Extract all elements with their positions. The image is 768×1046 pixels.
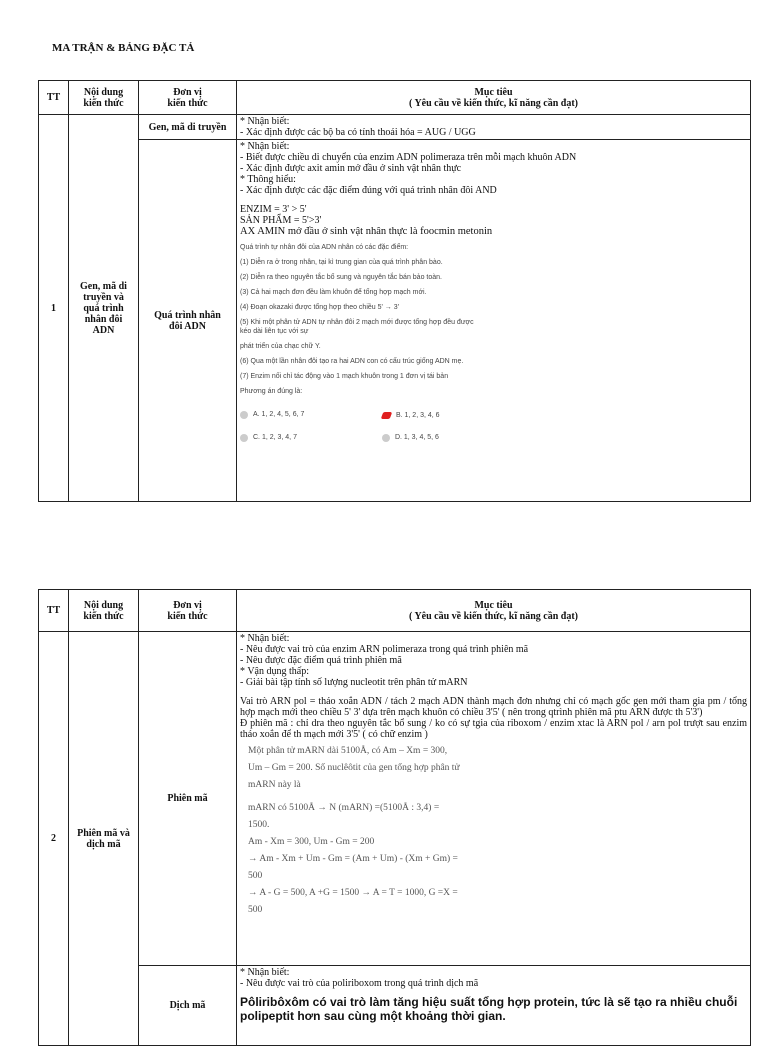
header-muc-tieu: Mục tiêu ( Yêu cầu về kiến thức, kĩ năng cần đạt)	[237, 590, 751, 632]
unit-cell: Gen, mã di truyền	[139, 115, 237, 140]
header-don-vi: Đơn vị kiến thức	[139, 590, 237, 632]
topic-cell: Gen, mã di truyền và quá trình nhân đôi ADN	[69, 115, 139, 502]
radio-icon	[382, 434, 390, 442]
objective-cell: * Nhận biết: - Biết được chiều di chuyển của enzim ADN polimeraza trên mỗi mạch khuôn ADN - Xác định được axit amin mở đầu ở sinh vật nhân thực * Thông hiểu: - Xác định được các đặc điểm đúng với quá trình nhân đôi AND ENZIM = 3' > 5' SẢN PHẨM = 5'>3' AX AMIN mở đầu ở sinh vật nhân thực là foocmin metonin Quá trình tự nhân đôi của ADN nhân có các đặc điểm: (1) Diễn ra ở trong nhân, tại kì trung gian của quá trình phân bào. (2) Diễn ra theo nguyên tắc bổ sung và nguyên tắc bán bảo toàn. (3) Cả hai mạch đơn đều làm khuôn để tổng hợp mạch mới. (4) Đoạn okazaki được tổng hợp theo chiều 5' → 3' (5) Khi một phân tử ADN tự nhân đôi 2 mạch mới được tổng hợp đều được kéo dài liên tục với sự phát triển của chạc chữ Y. (6) Qua một lần nhân đôi tạo ra hai ADN con có cấu trúc giống ADN mẹ. (7) Enzim nối chỉ tác động vào 1 mạch khuôn trong 1 đơn vị tái bản Phương án đúng là: A. 1, 2, 4, 5, 6, 7 B. 1, 2, 3, 4, 6 C. 1, 2, 3, 4, 7 D. 1, 3, 4, 5, 6	[237, 140, 751, 502]
option-b[interactable]: B. 1, 2, 3, 4, 6	[382, 406, 522, 426]
table-header-row	[39, 81, 751, 115]
row-number: 1	[39, 115, 69, 502]
document-title: MA TRẬN & BẢNG ĐẶC TẢ	[52, 42, 195, 54]
note-line: SẢN PHẨM = 5'>3'	[240, 215, 322, 226]
unit-cell: Quá trình nhân đôi ADN	[139, 140, 237, 502]
header-tt: TT	[39, 590, 69, 632]
table-row	[39, 966, 751, 1046]
radio-icon	[240, 411, 248, 419]
note-line: ENZIM = 3' > 5'	[240, 204, 307, 215]
objective-cell: * Nhận biết: - Nêu được vai trò của enzim ARN polimeraza trong quá trình phiên mã - Nêu được đặc điểm quá trình phiên mã * Vận dụng thấp: - Giải bài tập tính số lượng nucleotit trên phân tử mARN Vai trò ARN pol = tháo xoắn ADN / tách 2 mạch ADN thành mạch đơn nhưng chỉ có mạch gốc gen mới tham gia pm / tổng hợp mạch mới theo chiều 5' 3' dựa trên mạch khuôn có chiều 3'5' ( nên trong qtrình phiên mã ptu ARN được th 5'3') Đ phiên mã : chỉ dra theo nguyên tắc bổ sung / ko có sự tgia của riboxom / enzim xtac là ARN pol / arn pol trượt sau enzim tháo xoắn để th mạch mới 3'5' ( có chữ enzim ) Một phân tử mARN dài 5100Å, có Am – Xm = 300, Um – Gm = 200. Số nuclêôtit của gen tổng hợp phân tử mARN này là mARN có 5100Å → N (mARN) =(5100Å : 3,4) = 1500. Am - Xm = 300, Um - Gm = 200 → Am - Xm + Um - Gm = (Am + Um) - (Xm + Gm) = 500 → A - G = 500, A +G = 1500 → A = T = 1000, G =X = 500	[237, 632, 751, 966]
example-image: Một phân tử mARN dài 5100Å, có Am – Xm = 300, Um – Gm = 200. Số nuclêôtit của gen tổng hợp phân tử mARN này là mARN có 5100Å → N (mARN) =(5100Å : 3,4) = 1500. Am - Xm = 300, Um - Gm = 200 → Am - Xm + Um - Gm = (Am + Um) - (Xm + Gm) = 500 → A - G = 500, A +G = 1500 → A = T = 1000, G =X = 500	[248, 746, 460, 915]
selected-marker-icon	[381, 412, 393, 419]
header-don-vi: Đơn vị kiến thức	[139, 81, 237, 115]
row-number: 2	[39, 632, 69, 1046]
question-image: Quá trình tự nhân đôi của ADN nhân có các đặc điểm: (1) Diễn ra ở trong nhân, tại kì trung gian của quá trình phân bào. (2) Diễn ra theo nguyên tắc bổ sung và nguyên tắc bán bảo toàn. (3) Cả hai mạch đơn đều làm khuôn để tổng hợp mạch mới. (4) Đoạn okazaki được tổng hợp theo chiều 5' → 3' (5) Khi một phân tử ADN tự nhân đôi 2 mạch mới được tổng hợp đều được kéo dài liên tục với sự phát triển của chạc chữ Y. (6) Qua một lần nhân đôi tạo ra hai ADN con có cấu trúc giống ADN mẹ. (7) Enzim nối chỉ tác động vào 1 mạch khuôn trong 1 đơn vị tái bản Phương án đúng là: A. 1, 2, 4, 5, 6, 7 B. 1, 2, 3, 4, 6 C. 1, 2, 3, 4, 7 D. 1, 3, 4, 5, 6	[240, 240, 540, 451]
spec-table-2	[38, 589, 751, 1046]
header-muc-tieu: Mục tiêu ( Yêu cầu về kiến thức, kĩ năng cần đạt)	[237, 81, 751, 115]
header-noi-dung: Nội dung kiến thức	[69, 590, 139, 632]
option-d[interactable]: D. 1, 3, 4, 5, 6	[382, 428, 522, 448]
option-c[interactable]: C. 1, 2, 3, 4, 7	[240, 428, 380, 448]
spec-table-1	[38, 80, 751, 502]
radio-icon	[240, 434, 248, 442]
option-a[interactable]: A. 1, 2, 4, 5, 6, 7	[240, 405, 380, 425]
table-header-row	[39, 590, 751, 632]
objective-cell: * Nhận biết: - Xác định được các bộ ba có tính thoái hóa = AUG / UGG	[237, 115, 751, 140]
objective-cell: * Nhận biết: - Nêu được vai trò của poliriboxom trong quá trình dịch mã Pôliribôxôm có vai trò làm tăng hiệu suất tổng hợp protein, tức là sẽ tạo ra nhiều chuỗi polipeptit hơn sau cùng một khoảng thời gian.	[237, 966, 751, 1046]
topic-cell: Phiên mã và dịch mã	[69, 632, 139, 1046]
note-line: AX AMIN mở đầu ở sinh vật nhân thực là foocmin metonin	[240, 226, 493, 237]
table-row	[39, 115, 751, 140]
note-paragraph: Vai trò ARN pol = tháo xoắn ADN / tách 2 mạch ADN thành mạch đơn nhưng chỉ có mạch gốc gen mới tham gia pm / tổng hợp mạch mới theo chiều 5' 3' dựa trên mạch khuôn có chiều 3'5' ( nên trong qtrình phiên mã ptu ARN được th 5'3')	[240, 696, 747, 718]
unit-cell: Phiên mã	[139, 632, 237, 966]
table-row	[39, 140, 751, 502]
highlight-paragraph: Pôliribôxôm có vai trò làm tăng hiệu suất tổng hợp protein, tức là sẽ tạo ra nhiều chuỗi polipeptit hơn sau cùng một khoảng thời gian.	[240, 995, 738, 1023]
note-paragraph: Đ phiên mã : chỉ dra theo nguyên tắc bổ sung / ko có sự tgia của riboxom / enzim xtac là ARN pol / arn pol trượt sau enzim tháo xoắn để th mạch mới 3'5' ( có chữ enzim )	[240, 718, 747, 740]
header-noi-dung: Nội dung kiến thức	[69, 81, 139, 115]
table-row	[39, 632, 751, 966]
unit-cell: Dịch mã	[139, 966, 237, 1046]
header-tt: TT	[39, 81, 69, 115]
